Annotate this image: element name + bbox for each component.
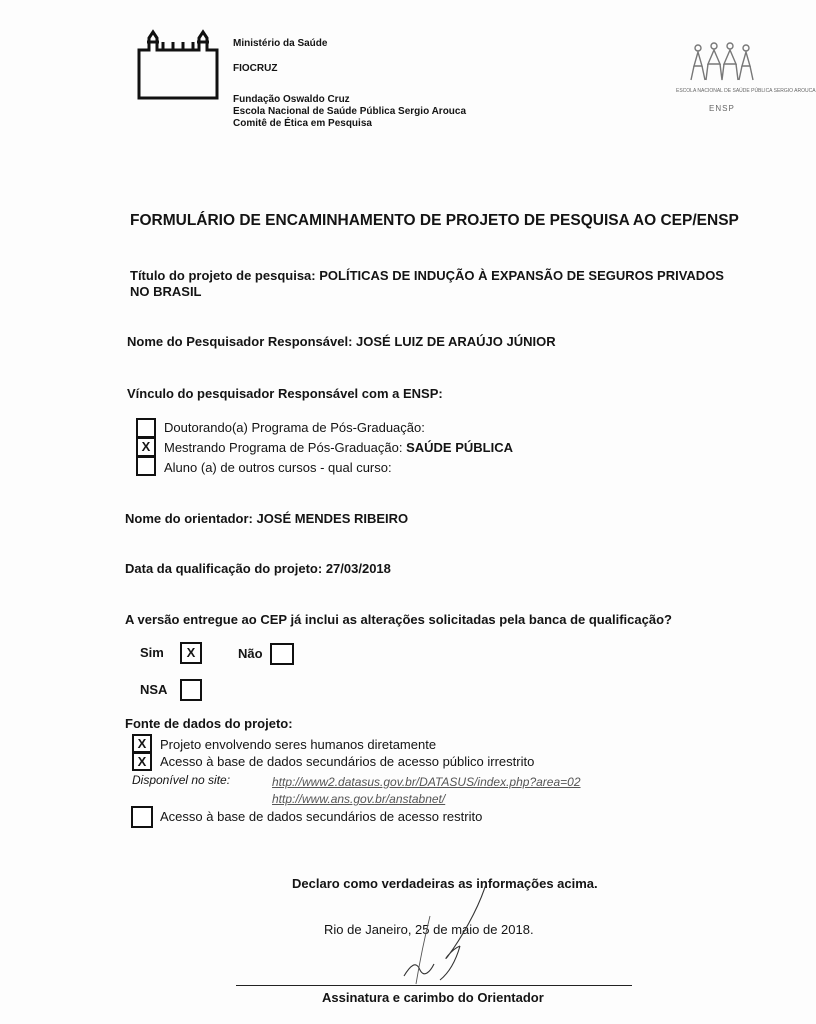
doctorate-option: Doutorando(a) Programa de Pós-Graduação: [164,420,425,435]
advisor-row [125,511,408,526]
human-subjects-checkbox[interactable]: X [132,734,152,753]
restricted-data-option: Acesso à base de dados secundários de acesso restrito [160,809,483,824]
fiocruz-castle-logo [135,28,221,100]
foundation-name: Fundação Oswaldo Cruz [233,94,350,105]
signature-line [236,985,632,986]
project-title-label: Título do projeto de pesquisa: [130,268,316,283]
human-subjects-option: Projeto envolvendo seres humanos diretamente [160,737,437,752]
public-data-option: Acesso à base de dados secundários de acesso público irrestrito [160,754,535,769]
researcher-label: Nome do Pesquisador Responsável: [127,334,353,349]
school-name: Escola Nacional de Saúde Pública Sergio Arouca [233,106,467,117]
datasus-link[interactable]: http://www2.datasus.gov.br/DATASUS/index.php?area=02 [272,775,581,789]
doctorate-checkbox[interactable] [136,418,156,438]
other-course-option: Aluno (a) de outros cursos - qual curso: [164,460,392,475]
available-site-label: Disponível no site: [132,773,231,787]
project-title-row [130,268,768,283]
signature-caption: Assinatura e carimbo do Orientador [322,990,544,1005]
declaration-text: Declaro como verdadeiras as informações acima. [292,876,598,891]
handwritten-signature [390,880,500,990]
answer-sim-checkbox[interactable]: X [180,642,202,664]
answer-nsa-checkbox[interactable] [180,679,202,701]
answer-sim-label: Sim [140,645,164,660]
link-label: Vínculo do pesquisador Responsável com a ENSP: [127,386,443,401]
advisor-label: Nome do orientador: [125,511,253,526]
other-course-checkbox[interactable] [136,456,156,476]
masters-option-text: Mestrando Programa de Pós-Graduação: [164,440,403,455]
qualification-date: 27/03/2018 [325,561,391,576]
sources-label: Fonte de dados do projeto: [125,716,293,731]
form-title: FORMULÁRIO DE ENCAMINHAMENTO DE PROJETO DE PESQUISA AO CEP/ENSP [130,212,739,229]
masters-program: SAÚDE PÚBLICA [406,440,513,455]
masters-checkbox[interactable]: X [136,437,156,457]
restricted-data-checkbox[interactable] [131,806,153,828]
researcher-row [127,334,556,349]
project-title-value-1: POLÍTICAS DE INDUÇÃO À EXPANSÃO DE SEGUROS PRIVADOS [319,268,724,283]
ministry-name: Ministério da Saúde [233,38,328,49]
advisor-value: JOSÉ MENDES RIBEIRO [256,511,409,526]
fiocruz-name: FIOCRUZ [233,63,278,74]
place-and-date: Rio de Janeiro, 25 de maio de 2018. [324,922,534,937]
public-data-checkbox[interactable]: X [132,752,152,771]
researcher-value: JOSÉ LUIZ DE ARAÚJO JÚNIOR [356,334,556,349]
ensp-figures-logo [688,40,758,86]
committee-name: Comitê de Ética em Pesquisa [233,118,372,129]
ensp-logo-text: ESCOLA NACIONAL DE SAÚDE PÚBLICA SERGIO AROUCA [676,88,816,94]
qualification-row [125,561,391,576]
masters-option [164,440,513,455]
revision-question: A versão entregue ao CEP já inclui as alterações solicitadas pela banca de qualificação? [125,612,672,627]
answer-nao-label: Não [238,646,263,661]
qualification-label: Data da qualificação do projeto: [125,561,323,576]
ans-link[interactable]: http://www.ans.gov.br/anstabnet/ [272,792,446,806]
ensp-label: ENSP [709,104,735,113]
answer-nao-checkbox[interactable] [270,643,294,665]
project-title-value-2: NO BRASIL [130,284,202,299]
answer-nsa-label: NSA [140,682,168,697]
